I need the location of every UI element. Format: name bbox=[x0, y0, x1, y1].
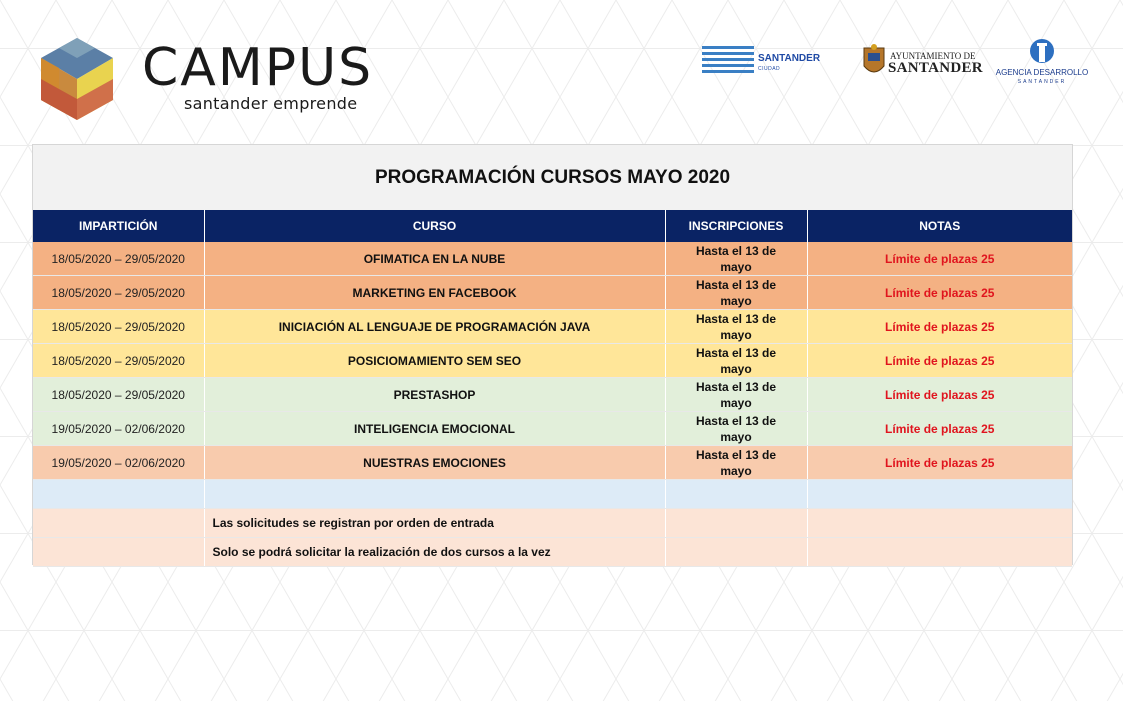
footnote-row bbox=[33, 538, 1072, 567]
header-curso: CURSO bbox=[204, 210, 665, 242]
empty-cell bbox=[33, 538, 204, 567]
row-dates: 18/05/2020 – 29/05/2020 bbox=[33, 242, 204, 276]
row-inscriptions-line2: mayo bbox=[720, 463, 752, 478]
spacer-row bbox=[33, 480, 1072, 509]
row-inscriptions-line2: mayo bbox=[720, 429, 752, 444]
footnote-order: Las solicitudes se registran por orden de entrada bbox=[204, 509, 665, 538]
row-inscriptions bbox=[665, 276, 807, 310]
row-note: Límite de plazas 25 bbox=[807, 310, 1072, 344]
santander-ciudad-sub: CIUDAD bbox=[758, 66, 781, 72]
row-inscriptions bbox=[665, 412, 807, 446]
brand-tagline: santander emprende bbox=[184, 94, 358, 113]
table-row bbox=[33, 242, 1072, 276]
table-row bbox=[33, 412, 1072, 446]
row-inscriptions bbox=[665, 242, 807, 276]
empty-cell bbox=[807, 480, 1072, 509]
schedule-grid bbox=[33, 210, 1072, 567]
header-notas: NOTAS bbox=[807, 210, 1072, 242]
row-course: OFIMATICA EN LA NUBE bbox=[204, 242, 665, 276]
empty-cell bbox=[33, 509, 204, 538]
row-inscriptions bbox=[665, 446, 807, 480]
row-course: MARKETING EN FACEBOOK bbox=[204, 276, 665, 310]
row-inscriptions-line1: Hasta el 13 de bbox=[695, 447, 777, 462]
row-inscriptions-line1: Hasta el 13 de bbox=[695, 311, 777, 326]
row-inscriptions-line1: Hasta el 13 de bbox=[695, 243, 777, 258]
row-course: INTELIGENCIA EMOCIONAL bbox=[204, 412, 665, 446]
empty-cell bbox=[665, 538, 807, 567]
row-inscriptions-line2: mayo bbox=[720, 361, 752, 376]
row-inscriptions bbox=[665, 378, 807, 412]
row-inscriptions-line2: mayo bbox=[720, 293, 752, 308]
table-row bbox=[33, 446, 1072, 480]
header-inscripciones: INSCRIPCIONES bbox=[665, 210, 807, 242]
table-row bbox=[33, 344, 1072, 378]
row-note: Límite de plazas 25 bbox=[807, 344, 1072, 378]
row-note: Límite de plazas 25 bbox=[807, 446, 1072, 480]
row-inscriptions-line2: mayo bbox=[720, 259, 752, 274]
empty-cell bbox=[665, 509, 807, 538]
agencia-desarrollo-logo bbox=[990, 38, 1094, 90]
empty-cell bbox=[807, 509, 1072, 538]
lighthouse-icon bbox=[1027, 38, 1057, 68]
table-title: PROGRAMACIÓN CURSOS MAYO 2020 bbox=[33, 145, 1072, 210]
campus-cube-icon bbox=[38, 36, 116, 122]
ayuntamiento-name: SANTANDER bbox=[888, 60, 983, 76]
empty-cell bbox=[807, 538, 1072, 567]
header-imparticion: IMPARTICIÓN bbox=[33, 210, 204, 242]
footnote-row bbox=[33, 509, 1072, 538]
row-inscriptions-line2: mayo bbox=[720, 327, 752, 342]
row-inscriptions-line1: Hasta el 13 de bbox=[695, 345, 777, 360]
row-inscriptions-line1: Hasta el 13 de bbox=[695, 413, 777, 428]
row-inscriptions bbox=[665, 344, 807, 378]
row-inscriptions-line1: Hasta el 13 de bbox=[695, 379, 777, 394]
footnote-limit: Solo se podrá solicitar la realización de dos cursos a la vez bbox=[204, 538, 665, 567]
row-course: NUESTRAS EMOCIONES bbox=[204, 446, 665, 480]
empty-cell bbox=[204, 480, 665, 509]
row-dates: 18/05/2020 – 29/05/2020 bbox=[33, 378, 204, 412]
row-dates: 19/05/2020 – 02/06/2020 bbox=[33, 446, 204, 480]
row-inscriptions-line2: mayo bbox=[720, 395, 752, 410]
santander-ciudad-logo bbox=[702, 44, 842, 80]
course-schedule-table bbox=[32, 144, 1073, 565]
santander-ciudad-stripes-icon bbox=[702, 44, 754, 78]
row-dates: 18/05/2020 – 29/05/2020 bbox=[33, 344, 204, 378]
row-course: PRESTASHOP bbox=[204, 378, 665, 412]
row-note: Límite de plazas 25 bbox=[807, 378, 1072, 412]
row-course: POSICIOMAMIENTO SEM SEO bbox=[204, 344, 665, 378]
row-course: INICIACIÓN AL LENGUAJE DE PROGRAMACIÓN JAVA bbox=[204, 310, 665, 344]
agencia-sub: SANTANDER bbox=[1017, 79, 1067, 85]
agencia-name: AGENCIA DESARROLLO bbox=[995, 68, 1089, 77]
santander-ciudad-name: SANTANDER bbox=[758, 53, 821, 64]
empty-cell bbox=[33, 480, 204, 509]
ayuntamiento-label: AYUNTAMIENTO DE bbox=[890, 51, 976, 61]
row-dates: 18/05/2020 – 29/05/2020 bbox=[33, 310, 204, 344]
table-row bbox=[33, 276, 1072, 310]
brand-name: CAMPUS bbox=[142, 38, 374, 98]
row-dates: 19/05/2020 – 02/06/2020 bbox=[33, 412, 204, 446]
row-inscriptions-line1: Hasta el 13 de bbox=[695, 277, 777, 292]
empty-cell bbox=[665, 480, 807, 509]
campus-logo bbox=[38, 36, 418, 126]
table-row bbox=[33, 378, 1072, 412]
row-note: Límite de plazas 25 bbox=[807, 242, 1072, 276]
ayuntamiento-logo bbox=[862, 44, 983, 84]
row-note: Límite de plazas 25 bbox=[807, 412, 1072, 446]
table-row bbox=[33, 310, 1072, 344]
coat-of-arms-icon bbox=[862, 44, 886, 80]
row-inscriptions bbox=[665, 310, 807, 344]
header-row bbox=[33, 210, 1072, 242]
row-dates: 18/05/2020 – 29/05/2020 bbox=[33, 276, 204, 310]
row-note: Límite de plazas 25 bbox=[807, 276, 1072, 310]
